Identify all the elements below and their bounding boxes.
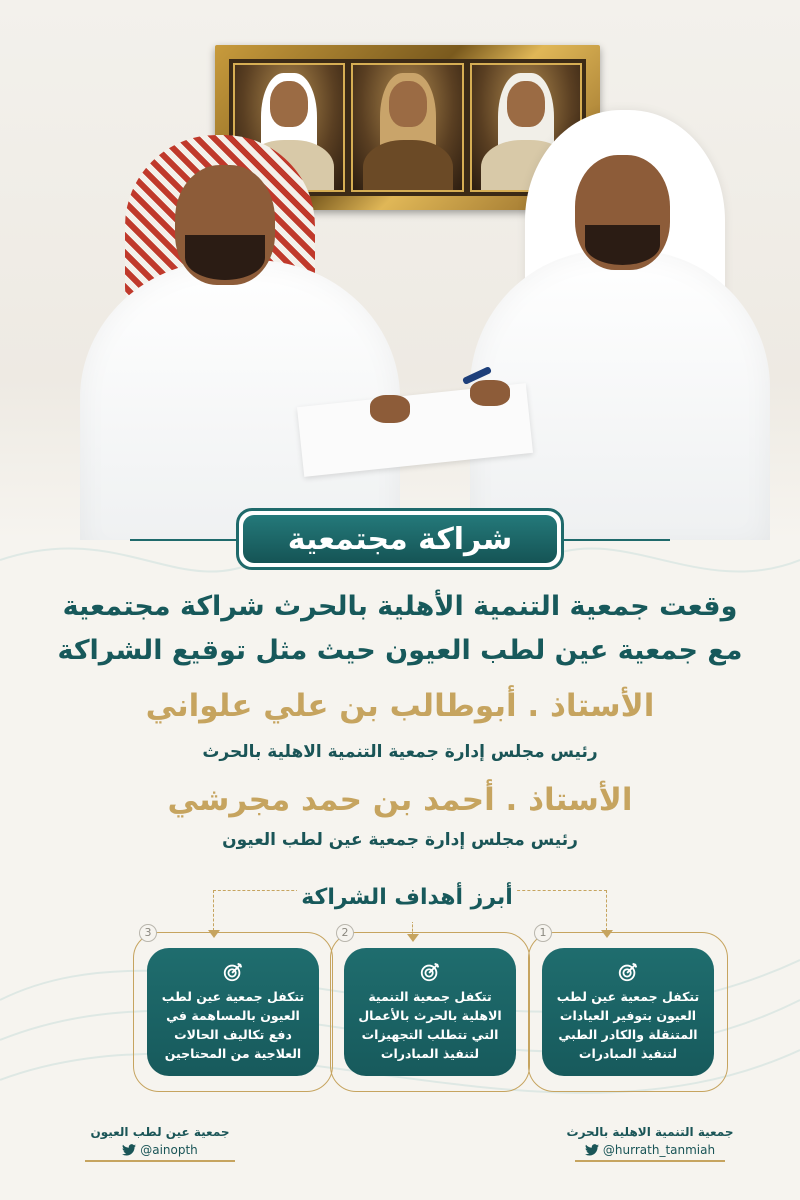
- hand-right: [470, 380, 510, 406]
- signatory-name-2: الأستاذ . أحمد بن حمد مجرشي: [167, 782, 633, 818]
- hand-left: [370, 395, 410, 423]
- goal-text-3: تتكفل جمعية عين لطب العيون بالمساهمة في دفع تكاليف الحالات العلاجية من المحتاجين: [161, 989, 305, 1061]
- goal-number-2: 2: [336, 924, 354, 942]
- target-icon: [617, 961, 639, 983]
- title-banner: [236, 508, 564, 570]
- footer-handle-right[interactable]: [540, 1143, 760, 1157]
- banner-line-left: [130, 539, 240, 541]
- goal-card-3: [133, 926, 333, 1092]
- footer-handle-left[interactable]: [50, 1143, 270, 1157]
- footer-left: [50, 1125, 270, 1162]
- goals-title: أبرز أهداف الشراكة: [301, 884, 513, 910]
- signatory-role-1: رئيس مجلس إدارة جمعية التنمية الاهلية بالحرث: [202, 742, 598, 762]
- goal-number-1: 1: [534, 924, 552, 942]
- goal-text-1: تتكفل جمعية عين لطب العيون بتوفير العيادات المتنقلة والكادر الطبي لتنفيذ المبادرات: [556, 989, 700, 1061]
- signing-photo: [0, 0, 800, 540]
- banner-line-right: [560, 539, 670, 541]
- target-icon: [222, 961, 244, 983]
- goals-connector-right: [512, 890, 607, 931]
- person-right: [470, 110, 770, 540]
- handle-text-left: @ainopth: [140, 1143, 198, 1157]
- person-left: [80, 130, 400, 540]
- target-icon: [419, 961, 441, 983]
- twitter-icon: [122, 1144, 136, 1156]
- twitter-icon: [585, 1144, 599, 1156]
- handle-text-right: @hurrath_tanmiah: [602, 1143, 716, 1157]
- goal-text-2: تتكفل جمعية التنمية الاهلية بالحرث بالأعمال التي تتطلب التجهيزات لتنفيذ المبادرات: [358, 989, 502, 1061]
- signatory-role-2: رئيس مجلس إدارة جمعية عين لطب العيون: [222, 830, 578, 850]
- intro-line-1: وقعت جمعية التنمية الأهلية بالحرث شراكة مجتمعية: [62, 591, 738, 622]
- goal-card-2: [330, 926, 530, 1092]
- signatory-name-1: الأستاذ . أبوطالب بن علي علواني: [145, 688, 655, 724]
- intro-text: [40, 585, 760, 673]
- goal-card-1: [528, 926, 728, 1092]
- goals-connector-left: [213, 890, 304, 931]
- footer-org-right: جمعية التنمية الاهلية بالحرث: [566, 1125, 734, 1139]
- goals-heading: [297, 872, 517, 922]
- banner-title: شراكة مجتمعية: [243, 515, 557, 563]
- footer-org-left: جمعية عين لطب العيون: [90, 1125, 230, 1139]
- intro-line-2: مع جمعية عين لطب العيون حيث مثل توقيع الشراكة: [57, 635, 743, 666]
- goal-number-3: 3: [139, 924, 157, 942]
- footer-right: [540, 1125, 760, 1162]
